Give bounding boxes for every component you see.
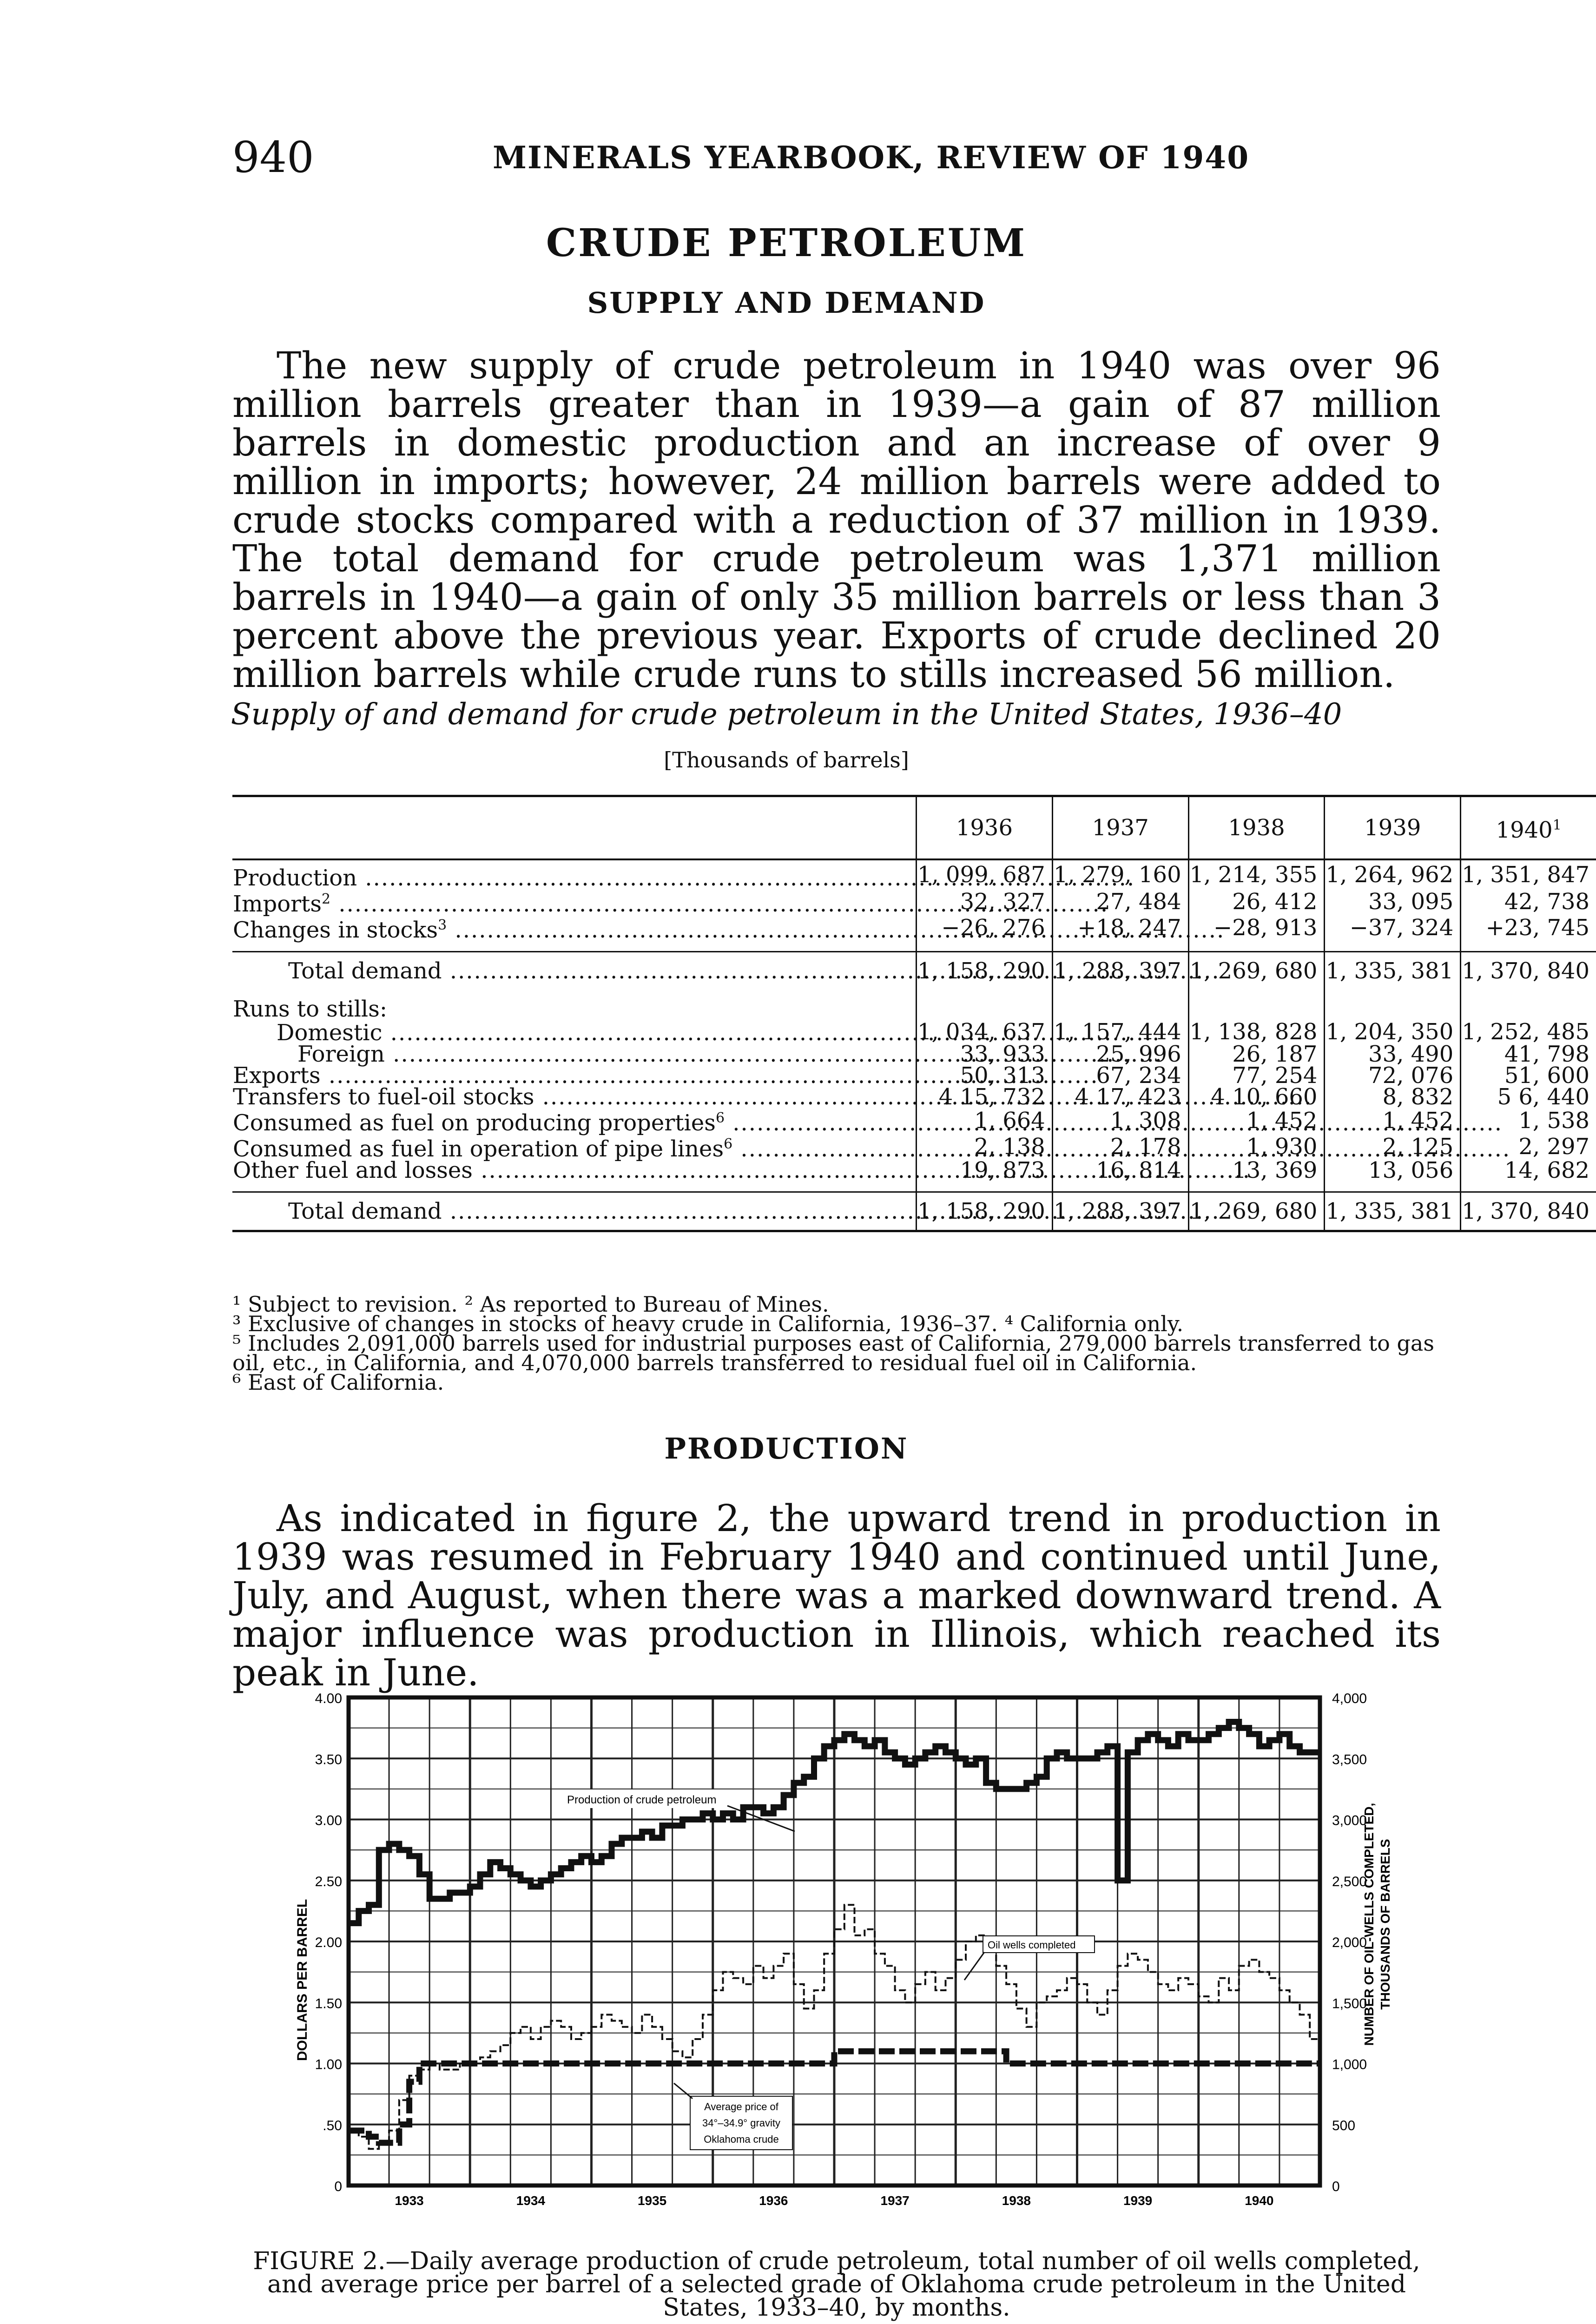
value-cell: 5 6, 440	[1461, 1086, 1596, 1108]
production-label: Production of crude petroleum	[567, 1794, 717, 1806]
value-cell: 26, 412	[1188, 889, 1325, 915]
section-title: CRUDE PETROLEUM	[546, 221, 1027, 265]
price-label-group	[674, 2083, 792, 2150]
value-cell: 51, 600	[1461, 1065, 1596, 1086]
value-cell: −26, 276	[917, 915, 1053, 941]
value-cell: 1, 370, 840	[1461, 1192, 1596, 1231]
left-tick-label: 2.00	[315, 1935, 342, 1950]
value-cell: 4 10, 660	[1188, 1086, 1325, 1108]
value-cell: 1, 308	[1052, 1108, 1188, 1134]
value-cell: 26, 187	[1188, 1043, 1325, 1065]
right-axis-label-2: THOUSANDS OF BARRELS	[1378, 1839, 1392, 2010]
page-number: 940	[232, 132, 314, 182]
wells-label-group	[964, 1936, 1095, 1980]
right-tick-label: 2,500	[1332, 1874, 1367, 1889]
row-label-cell	[232, 1134, 917, 1160]
footnote-ref: 2	[321, 891, 331, 907]
row-label-cell	[232, 915, 917, 941]
right-tick-label: 4,000	[1332, 1691, 1367, 1706]
value-cell: 67, 234	[1052, 1065, 1188, 1086]
table-row	[232, 1160, 1596, 1181]
wells-leader	[964, 1952, 984, 1980]
footnote-ref: 6	[724, 1136, 733, 1152]
table-subheading-row	[232, 990, 1596, 1020]
row-label: Other fuel and losses	[233, 1157, 473, 1183]
left-tick-label: 2.50	[315, 1874, 342, 1889]
footnote-ref: 6	[715, 1110, 725, 1126]
row-label-cell	[232, 859, 917, 889]
table-caption: Supply of and demand for crude petroleum in the United States, 1936–40	[231, 697, 1342, 732]
paragraph-1-text: The new supply of crude petroleum in 1940 was over 96 million barrels greater than in 1939—a gain of 87 million barrels in domestic production and an increase of over 9 million in imports; however, 24 million barrels were added to crude stocks compared with a reduction of 37 million in 1939. The total demand for crude petroleum was 1,371 million barrels in 1940—a gain of only 35 million barrels or less than 3 percent above the previous year. Exports of crude declined 20 million barrels while crude runs to stills increased 56 million.	[232, 344, 1441, 696]
row-label-cell	[232, 1157, 917, 1183]
value-cell: 1, 214, 355	[1188, 859, 1325, 889]
footnote: ⁵ Includes 2,091,000 barrels used for industrial purposes east of California, 279,000 barrels transferred to gas oil, etc., in California, and 4,070,000 barrels transferred to residual fuel oil in California.	[232, 1331, 1434, 1375]
value-cell: 1, 930	[1188, 1134, 1325, 1160]
year-label: 1940	[1245, 2193, 1274, 2208]
value-cell: 19, 873	[917, 1160, 1053, 1181]
row-label: Transfers to fuel-oil stocks	[233, 1084, 534, 1110]
table-row	[232, 915, 1596, 941]
runs-heading: Runs to stills:	[233, 996, 388, 1022]
paragraph-production	[232, 1499, 1441, 1692]
right-tick-label: 500	[1332, 2118, 1356, 2133]
value-cell: 1, 158, 290	[917, 1192, 1053, 1231]
total-row	[232, 952, 1596, 990]
right-tick-label: 0	[1332, 2179, 1340, 2194]
col-header: 1936	[917, 796, 1053, 860]
value-cell: −37, 324	[1325, 915, 1461, 941]
value-cell: 33, 933	[917, 1043, 1053, 1065]
value-cell: 16, 814	[1052, 1160, 1188, 1181]
value-cell: 2, 178	[1052, 1134, 1188, 1160]
value-cell: +23, 745	[1461, 915, 1596, 941]
year-label: 1935	[637, 2193, 667, 2208]
table-units: [Thousands of barrels]	[664, 747, 909, 772]
right-tick-label: 1,500	[1332, 1996, 1367, 2012]
stub-header	[232, 796, 917, 860]
value-cell: 2, 138	[917, 1134, 1053, 1160]
row-label: Foreign	[297, 1041, 385, 1067]
row-label: Domestic	[277, 1020, 383, 1046]
value-cell: +18, 247	[1052, 915, 1188, 941]
value-cell: 1, 034, 637	[917, 1020, 1053, 1043]
table-row	[232, 1043, 1596, 1065]
col-header-1940: 1940	[1496, 817, 1553, 843]
col-header	[1461, 796, 1596, 860]
value-cell: 1, 370, 840	[1461, 952, 1596, 990]
production-title: PRODUCTION	[664, 1432, 909, 1466]
footnote: ⁶ East of California.	[232, 1370, 444, 1395]
value-cell: 1, 099, 687	[917, 859, 1053, 889]
table-header-row	[232, 796, 1596, 860]
row-label: Changes in stocks	[233, 917, 438, 943]
value-cell: 1, 264, 962	[1325, 859, 1461, 889]
left-tick-label: 3.50	[315, 1752, 342, 1768]
footnote-ref: 3	[438, 917, 447, 933]
figure-2-chart	[274, 1692, 1394, 2231]
table-row	[232, 1134, 1596, 1160]
price-label-line: Average price of	[704, 2101, 778, 2113]
right-tick-label: 1,000	[1332, 2057, 1367, 2073]
row-label-cell	[232, 1020, 917, 1046]
axis-ticks	[315, 1691, 1367, 2208]
value-cell: 72, 076	[1325, 1065, 1461, 1086]
row-label: Consumed as fuel in operation of pipe lines	[233, 1136, 724, 1162]
year-label: 1937	[880, 2193, 910, 2208]
row-label: Exports	[233, 1063, 321, 1089]
left-tick-label: 3.00	[315, 1813, 342, 1829]
value-cell: 4 15, 732	[917, 1086, 1053, 1108]
value-cell: 14, 682	[1461, 1160, 1596, 1181]
value-cell: 1, 452	[1188, 1108, 1325, 1134]
value-cell: 1, 138, 828	[1188, 1020, 1325, 1043]
row-label-cell	[232, 1063, 917, 1089]
value-cell: 1, 335, 381	[1325, 1192, 1461, 1231]
value-cell: 1, 279, 160	[1052, 859, 1188, 889]
leader-dots	[534, 1084, 1312, 1110]
figure-caption: FIGURE 2.—Daily average production of crude petroleum, total number of oil wells completed, and average price per barrel of a selected grade of Oklahoma crude petroleum in the United States, 1933–40, by months.	[253, 2247, 1420, 2322]
row-label-cell	[232, 1192, 917, 1231]
value-cell: 8, 832	[1325, 1086, 1461, 1108]
row-label: Production	[233, 865, 357, 891]
value-cell: 1, 288, 397	[1052, 1192, 1188, 1231]
running-title: MINERALS YEARBOOK, REVIEW OF 1940	[493, 139, 1250, 176]
right-tick-label: 3,500	[1332, 1752, 1367, 1768]
value-cell: 13, 369	[1188, 1160, 1325, 1181]
value-cell: 1, 452	[1325, 1108, 1461, 1134]
value-cell: −28, 913	[1188, 915, 1325, 941]
table-body	[232, 859, 1596, 1231]
col-header: 1938	[1188, 796, 1325, 860]
value-cell: 1, 158, 290	[917, 952, 1053, 990]
value-cell: 33, 095	[1325, 889, 1461, 915]
row-label-cell	[232, 952, 917, 990]
year-label: 1938	[1002, 2193, 1031, 2208]
value-cell: 4 17, 423	[1052, 1086, 1188, 1108]
left-tick-label: 1.00	[315, 2057, 342, 2073]
value-cell: 1, 204, 350	[1325, 1020, 1461, 1043]
subsection-title: SUPPLY AND DEMAND	[587, 286, 986, 320]
table-row	[232, 1086, 1596, 1108]
left-tick-label: 4.00	[315, 1691, 342, 1706]
supply-demand-table	[232, 795, 1596, 1232]
year-label: 1939	[1123, 2193, 1153, 2208]
value-cell: 33, 490	[1325, 1043, 1461, 1065]
left-tick-label: .50	[323, 2118, 342, 2133]
value-cell: 1, 351, 847	[1461, 859, 1596, 889]
paragraph-2-text: As indicated in figure 2, the upward trend in production in 1939 was resumed in February 1940 and continued until June, July, and August, when there was a marked downward trend. A major influence was production in Illinois, which reached its peak in June.	[232, 1497, 1441, 1694]
row-label: Total demand	[288, 1198, 442, 1224]
value-cell: 50, 313	[917, 1065, 1053, 1086]
row-label-cell	[232, 1086, 917, 1108]
year-label: 1936	[759, 2193, 788, 2208]
table-row	[232, 1065, 1596, 1086]
table-row	[232, 859, 1596, 889]
paragraph-supply-demand	[232, 344, 1441, 696]
row-label-cell	[232, 1108, 917, 1134]
row-label: Consumed as fuel on producing properties	[233, 1110, 716, 1136]
value-cell: 1, 335, 381	[1325, 952, 1461, 990]
year-label: 1934	[516, 2193, 546, 2208]
year-label: 1933	[395, 2193, 424, 2208]
total-row	[232, 1192, 1596, 1231]
value-cell: 42, 738	[1461, 889, 1596, 915]
wells-label: Oil wells completed	[988, 1939, 1076, 1951]
row-label: Total demand	[288, 958, 442, 984]
table-row	[232, 889, 1596, 915]
value-cell: 13, 056	[1325, 1160, 1461, 1181]
left-tick-label: 0	[334, 2179, 342, 2194]
right-tick-label: 2,000	[1332, 1935, 1367, 1950]
right-tick-label: 3,000	[1332, 1813, 1367, 1829]
footnote: ³ Exclusive of changes in stocks of heavy crude in California, 1936–37. ⁴ California only.	[232, 1311, 1184, 1336]
value-cell: 1, 269, 680	[1188, 1192, 1325, 1231]
price-label-line: 34°–34.9° gravity	[702, 2117, 781, 2129]
right-axis-label-1: NUMBER OF OIL-WELLS COMPLETED,	[1362, 1802, 1376, 2046]
value-cell: 27, 484	[1052, 889, 1188, 915]
left-tick-label: 1.50	[315, 1996, 342, 2012]
col-header: 1937	[1052, 796, 1188, 860]
value-cell: 41, 798	[1461, 1043, 1596, 1065]
left-axis-label: DOLLARS PER BARREL	[295, 1899, 310, 2061]
row-label: Imports	[233, 891, 322, 917]
value-cell: 1, 288, 397	[1052, 952, 1188, 990]
table-row	[232, 1108, 1596, 1134]
value-cell: 2, 125	[1325, 1134, 1461, 1160]
value-cell: 77, 254	[1188, 1065, 1325, 1086]
value-cell: 1, 664	[917, 1108, 1053, 1134]
value-cell: 2, 297	[1461, 1134, 1596, 1160]
value-cell: 1, 269, 680	[1188, 952, 1325, 990]
table-row	[232, 1020, 1596, 1043]
price-leader	[674, 2083, 692, 2099]
row-label-cell	[232, 889, 917, 915]
col-header: 1939	[1325, 796, 1461, 860]
value-cell: 1, 252, 485	[1461, 1020, 1596, 1043]
price-label-line: Oklahoma crude	[704, 2133, 779, 2145]
footnotes	[232, 1292, 1441, 1395]
value-cell: 1, 538	[1461, 1108, 1596, 1134]
row-label-cell	[232, 1043, 917, 1065]
value-cell: 25, 996	[1052, 1043, 1188, 1065]
value-cell: 1, 157, 444	[1052, 1020, 1188, 1043]
footnote-ref: 1	[1552, 817, 1562, 833]
footnote: ¹ Subject to revision. ² As reported to Bureau of Mines.	[232, 1292, 829, 1317]
value-cell: 32, 327	[917, 889, 1053, 915]
